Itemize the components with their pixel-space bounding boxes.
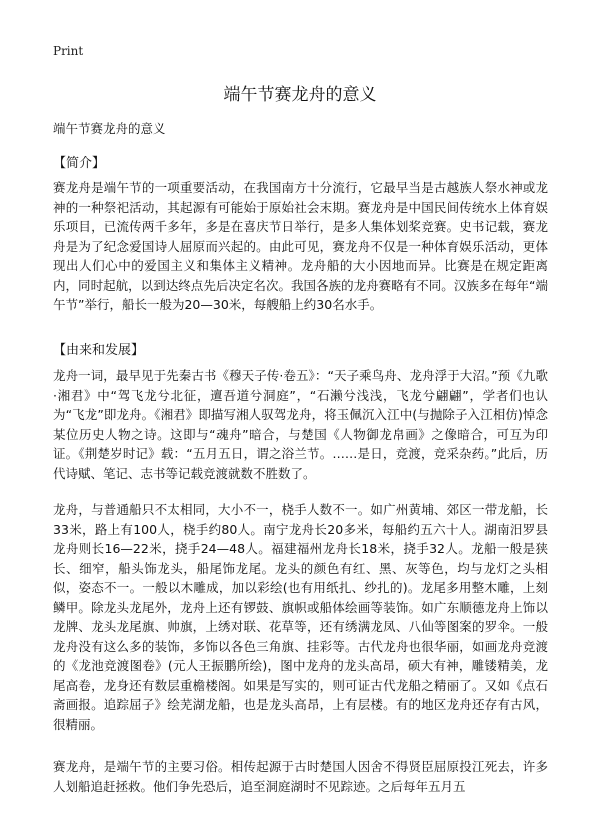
article-subtitle: 端午节赛龙舟的意义: [53, 121, 166, 136]
section-heading-intro: 【简介】: [53, 156, 106, 171]
page-title: 端午节赛龙舟的意义: [223, 85, 377, 105]
paragraph-custom: 赛龙舟，是端午节的主要习俗。相传起源于古时楚国人因舍不得贤臣屈原投江死去，许多人划船追赶拯救。他们争先恐后，追至洞庭湖时不见踪迹。之后每年五月五: [53, 759, 548, 794]
paragraph-intro: 赛龙舟是端午节的一项重要活动，在我国南方十分流行，它最早当是古越族人祭水神或龙神的一种祭祀活动，其起源有可能始于原始社会末期。赛龙舟是中国民间传统水上体育娱乐项目，已流传两千多年，多是在喜庆节日举行，是多人集体划桨竞赛。史书记载，赛龙舟是为了纪念爱国诗人屈原而兴起的。由此可见，赛龙舟不仅是一种体育娱乐活动，更体现出人们心中的爱国主义和集体主义精神。龙舟船的大小因地而异。比赛是在规定距离内，同时起航，以到达终点先后决定名次。我国各族的龙舟赛略有不同。汉族多在每年“端午节”举行，船长一般为20—30米，每艘船上约30名水手。: [53, 180, 548, 312]
paragraph-boat-description: 龙舟，与普通船只不太相同，大小不一，桡手人数不一。如广州黄埔、郊区一带龙船，长33米，路上有100人，桡手约80人。南宁龙舟长20多米，每船约五六十人。湖南汨罗县龙舟则长16—22米，挠手24—48人。福建福州龙舟长18米，挠手32人。龙船一般是狭长、细窄，船头饰龙头，船尾饰龙尾。龙头的颜色有红、黑、灰等色，均与龙灯之头相似，姿态不一。一般以木雕成，加以彩绘(也有用纸扎、纱扎的)。龙尾多用整木雕，上刻鳞甲。除龙头龙尾外，龙舟上还有锣鼓、旗帜或船体绘画等装饰。如广东顺德龙舟上饰以龙牌、龙头龙尾旗、帅旗，上绣对联、花草等，还有绣满龙凤、八仙等图案的罗伞。一般龙舟没有这么多的装饰，多饰以各色三角旗、挂彩等。古代龙舟也很华丽，如画龙舟竞渡的《龙池竞渡图卷》(元人王振鹏所绘)，图中龙舟的龙头高昂，硕大有神，雕镂精美，龙尾高卷，龙身还有数层重檐楼阁。如果是写实的，则可证古代龙船之精丽了。又如《点石斋画报。追踪屈子》绘芜湖龙船，也是龙头高昂，上有层楼。有的地区龙舟还存有古风，很精丽。: [53, 502, 548, 732]
paragraph-origin: 龙舟一词，最早见于先秦古书《穆天子传·卷五》：“天子乘鸟舟、龙舟浮于大沼。”预《九歌·湘君》中“驾飞龙兮北征，邅吾道兮洞庭”，“石濑兮浅浅，飞龙兮翩翩”，学者们也认为“飞龙”即龙舟。《湘君》即描写湘人驭驾龙舟，将玉佩沉入江中(与抛除子入江相仿)悼念某位历史人物之诗。这即与“魂舟”暗合，与楚国《人物御龙帛画》之像暗合，可互为印证。《荆楚岁时记》载：“五月五日，谓之浴兰节。……是日，竞渡，竞采杂药。”此后，历代诗赋、笔记、志书等记载竞渡就数不胜数了。: [53, 368, 548, 481]
print-link[interactable]: Print: [53, 44, 84, 58]
section-heading-history: 【由来和发展】: [53, 343, 145, 358]
